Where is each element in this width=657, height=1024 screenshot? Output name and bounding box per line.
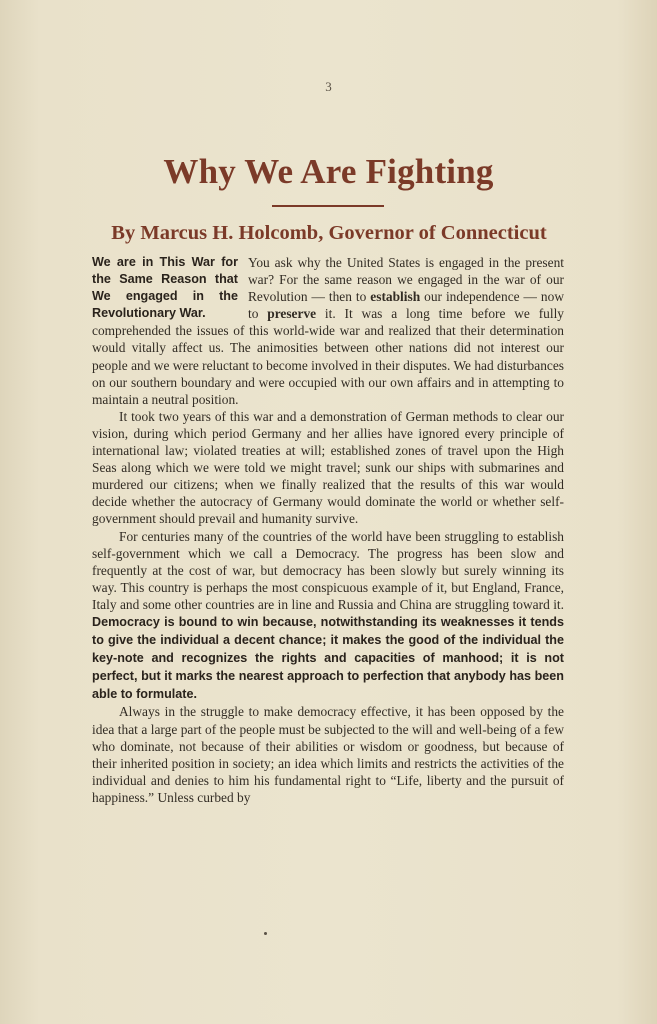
title-rule [272,205,384,207]
paragraph-1 [92,254,564,408]
printer-mark [264,932,267,935]
paragraph-2: It took two years of this war and a demonstration of German methods to clear our vision, during which period Germany and her allies have ignored every principle of international law; violated treaties at will; established zones of travel upon the High Seas along which we were told we might travel; sunk our ships with submarines and murdered our citizens; when we finally realized that the results of this war would decide whether the autocracy of Germany would dominate the world or whether self-government should prevail and humanity survive. [92,408,564,527]
page-number: 3 [325,79,332,94]
paragraph-4: Always in the struggle to make democracy effective, it has been opposed by the idea that a large part of the people must be subjected to the will and well-being of a few who dominate, not because of their abilities or wisdom or goodness, but because of their inherited position in society; an idea which limits and restricts the activities of the individual and denies to him his fundamental right to “Life, liberty and the pursuit of happiness.” Unless curbed by [92,704,564,805]
emphasis-establish: establish [370,289,421,305]
side-heading: We are in This War for the Same Reason that We engaged in the Revolutionary War. [92,255,238,321]
paragraph-3 [92,528,564,704]
paragraph-1-text-e: it. It was a long time before we fully comprehended the issues of this world-wide war and realized that their determination would vitally affect us. The animosities between other nations did not interest our people and we were reluctant to become involved in their disputes. We had disturbances on our southern boundary and were occupied with our own affairs and in attempting to maintain a neutral position. [92,306,564,407]
byline: By Marcus H. Holcomb, Governor of Connecticut [111,222,547,244]
paragraph-3-emphasis: Democracy is bound to win because, notwithstanding its weaknesses it tends to give the individual a decent chance; it makes the good of the individual the key-note and recognizes the rights and capacities of manhood; it is not perfect, but it marks the nearest approach to perfection that anybody has been able to formulate. [92,614,564,702]
paragraph-1-text-c: our independence — now to [248,289,564,322]
paragraph-1-text-a: You ask why the United States is engaged in the present war? For the same reason we engaged in the war of our Revolution — then to [248,255,564,305]
paragraph-3-text: For centuries many of the countries of the world have been struggling to establish self-government which we call a Democracy. The progress has been slow and frequently at the cost of war, but democracy has been slowly but surely winning its way. This country is perhaps the most conspicuous example of it, but England, France, Italy and some other countries are in line and Russia and China are struggling toward it. [92,528,564,612]
article-body [92,254,564,806]
article-title: Why We Are Fighting [163,152,494,191]
emphasis-preserve: preserve [267,306,317,322]
